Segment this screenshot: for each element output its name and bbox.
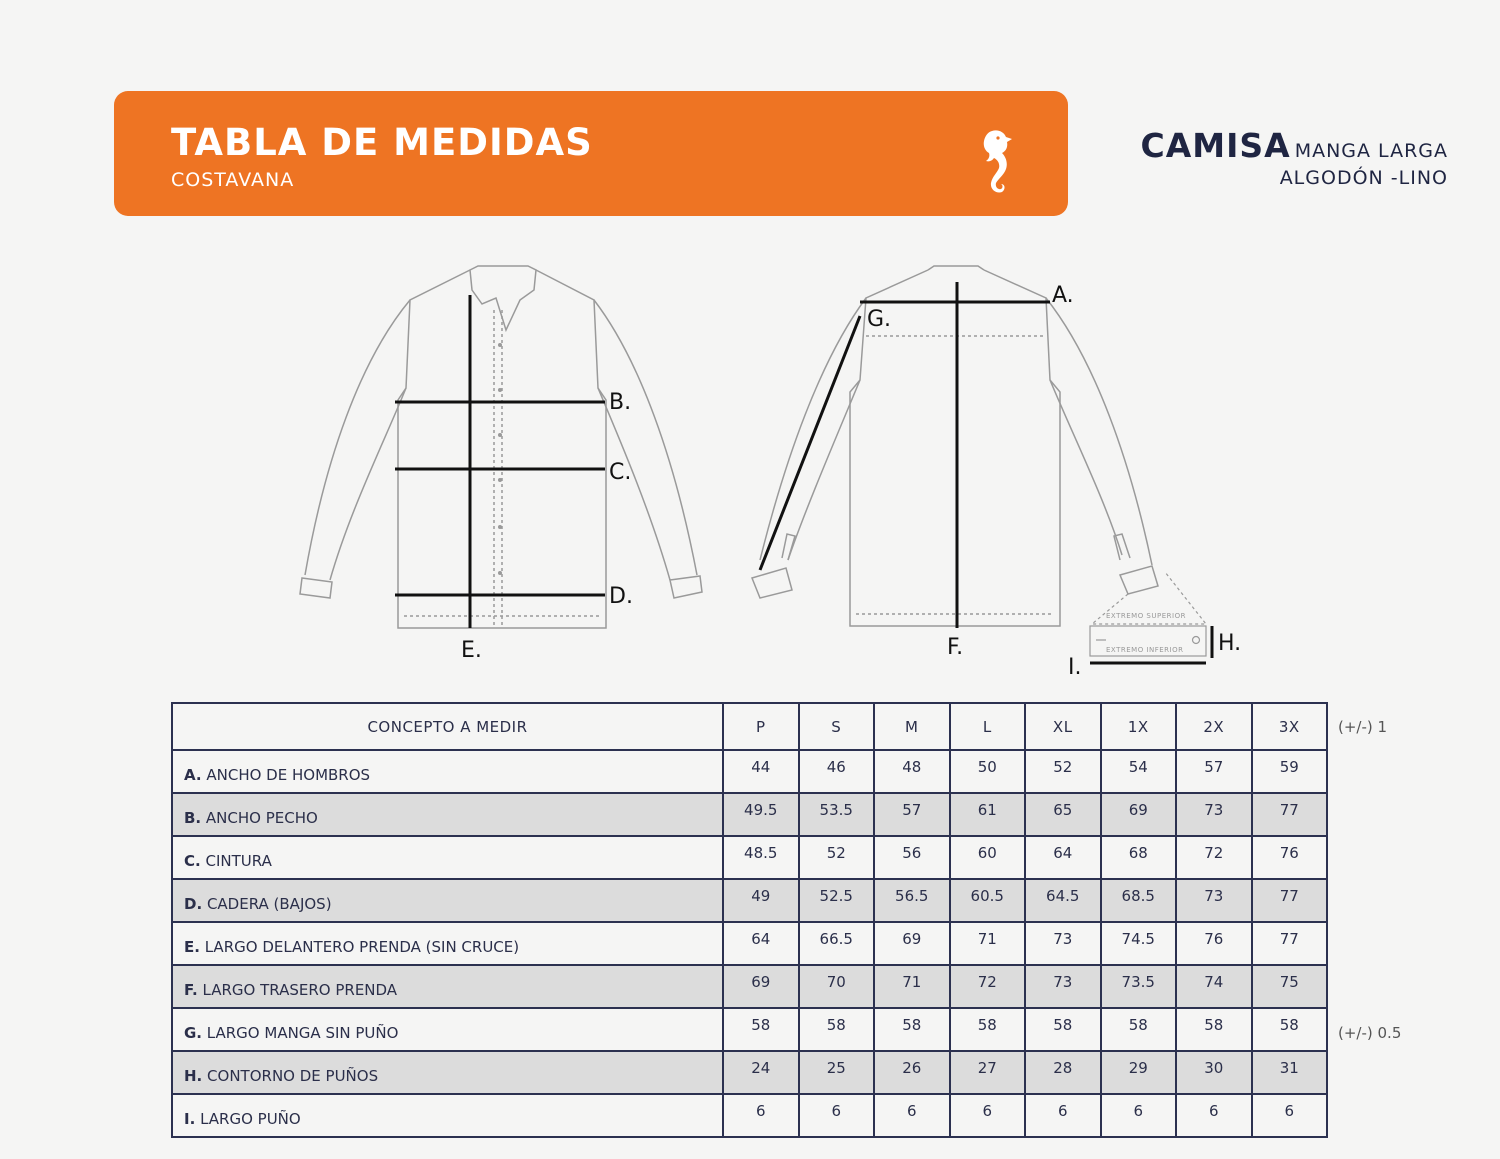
row-letter: F. (184, 980, 198, 999)
value-cell: 44 (723, 750, 799, 793)
value-cell: 73.5 (1101, 965, 1177, 1008)
value-cell: 31 (1252, 1051, 1328, 1094)
concept-cell (172, 793, 723, 836)
product-material: ALGODÓN -LINO (1279, 167, 1448, 189)
row-label: LARGO DELANTERO PRENDA (SIN CRUCE) (204, 937, 520, 956)
value-cell: 77 (1252, 879, 1328, 922)
value-cell: 49.5 (723, 793, 799, 836)
shirt-back-drawing (752, 266, 1158, 626)
value-cell: 58 (799, 1008, 875, 1051)
value-cell: 75 (1252, 965, 1328, 1008)
row-label: LARGO TRASERO PRENDA (202, 980, 398, 999)
label-b: B. (609, 390, 632, 415)
concept-cell (172, 836, 723, 879)
table-row (172, 965, 1327, 1008)
row-letter: B. (184, 808, 202, 827)
value-cell: 66.5 (799, 922, 875, 965)
value-cell: 71 (950, 922, 1026, 965)
value-cell: 76 (1176, 922, 1252, 965)
table-row (172, 1094, 1327, 1137)
value-cell: 56.5 (874, 879, 950, 922)
table-row (172, 793, 1327, 836)
value-cell: 76 (1252, 836, 1328, 879)
row-label: LARGO MANGA SIN PUÑO (206, 1023, 399, 1042)
value-cell: 70 (799, 965, 875, 1008)
size-header: 3X (1252, 703, 1328, 750)
size-header: L (950, 703, 1026, 750)
size-header: 2X (1176, 703, 1252, 750)
value-cell: 77 (1252, 793, 1328, 836)
concept-cell (172, 750, 723, 793)
value-cell: 57 (874, 793, 950, 836)
value-cell: 64.5 (1025, 879, 1101, 922)
value-cell: 49 (723, 879, 799, 922)
value-cell: 48.5 (723, 836, 799, 879)
value-cell: 69 (874, 922, 950, 965)
row-letter: A. (184, 765, 202, 784)
table-row (172, 922, 1327, 965)
value-cell: 58 (950, 1008, 1026, 1051)
row-letter: C. (184, 851, 201, 870)
table-row (172, 879, 1327, 922)
value-cell: 61 (950, 793, 1026, 836)
concept-header: CONCEPTO A MEDIR (172, 703, 723, 750)
label-c: C. (609, 460, 632, 485)
product-type: MANGA LARGA (1294, 140, 1448, 162)
size-header: 1X (1101, 703, 1177, 750)
value-cell: 6 (799, 1094, 875, 1137)
value-cell: 52.5 (799, 879, 875, 922)
value-cell: 65 (1025, 793, 1101, 836)
label-i: I. (1068, 655, 1082, 680)
value-cell: 6 (1101, 1094, 1177, 1137)
value-cell: 46 (799, 750, 875, 793)
table-row (172, 1008, 1327, 1051)
value-cell: 60 (950, 836, 1026, 879)
value-cell: 69 (1101, 793, 1177, 836)
value-cell: 73 (1025, 965, 1101, 1008)
value-cell: 74 (1176, 965, 1252, 1008)
value-cell: 58 (1101, 1008, 1177, 1051)
value-cell: 53.5 (799, 793, 875, 836)
size-header: XL (1025, 703, 1101, 750)
value-cell: 6 (1252, 1094, 1328, 1137)
table-row (172, 836, 1327, 879)
brand-name: COSTAVANA (171, 169, 295, 191)
value-cell: 6 (1025, 1094, 1101, 1137)
value-cell: 58 (874, 1008, 950, 1051)
value-cell: 6 (874, 1094, 950, 1137)
product-name: CAMISA (1140, 126, 1291, 165)
value-cell: 73 (1176, 793, 1252, 836)
label-h: H. (1218, 631, 1242, 656)
value-cell: 56 (874, 836, 950, 879)
label-d: D. (609, 584, 633, 609)
value-cell: 28 (1025, 1051, 1101, 1094)
row-letter: E. (184, 937, 200, 956)
value-cell: 57 (1176, 750, 1252, 793)
value-cell: 58 (1252, 1008, 1328, 1051)
value-cell: 72 (1176, 836, 1252, 879)
value-cell: 73 (1025, 922, 1101, 965)
value-cell: 25 (799, 1051, 875, 1094)
value-cell: 24 (723, 1051, 799, 1094)
label-a: A. (1052, 283, 1074, 308)
label-e: E. (461, 638, 482, 663)
value-cell: 6 (723, 1094, 799, 1137)
cuff-bottom-label: EXTREMO INFERIOR (1106, 646, 1184, 654)
concept-cell (172, 1008, 723, 1051)
concept-cell (172, 922, 723, 965)
value-cell: 58 (1025, 1008, 1101, 1051)
value-cell: 71 (874, 965, 950, 1008)
label-f: F. (947, 635, 964, 660)
row-letter: H. (184, 1066, 203, 1085)
value-cell: 54 (1101, 750, 1177, 793)
value-cell: 58 (723, 1008, 799, 1051)
value-cell: 6 (950, 1094, 1026, 1137)
value-cell: 58 (1176, 1008, 1252, 1051)
row-label: CADERA (BAJOS) (206, 894, 332, 913)
cuff-top-label: EXTREMO SUPERIOR (1106, 612, 1186, 620)
value-cell: 27 (950, 1051, 1026, 1094)
back-measure-lines (760, 282, 1050, 628)
size-table (171, 702, 1328, 1138)
value-cell: 77 (1252, 922, 1328, 965)
value-cell: 64 (1025, 836, 1101, 879)
concept-cell (172, 879, 723, 922)
cuff-measure-lines (1090, 626, 1212, 663)
size-header: S (799, 703, 875, 750)
value-cell: 68.5 (1101, 879, 1177, 922)
tolerance-general: (+/-) 1 (1338, 718, 1388, 736)
label-g: G. (867, 307, 892, 332)
row-label: ANCHO DE HOMBROS (206, 765, 371, 784)
page-title: TABLA DE MEDIDAS (171, 121, 593, 164)
value-cell: 50 (950, 750, 1026, 793)
row-label: LARGO PUÑO (200, 1109, 301, 1128)
concept-cell (172, 1094, 723, 1137)
table-row (172, 1051, 1327, 1094)
row-letter: I. (184, 1109, 196, 1128)
size-header: P (723, 703, 799, 750)
value-cell: 64 (723, 922, 799, 965)
row-label: CINTURA (205, 851, 272, 870)
value-cell: 48 (874, 750, 950, 793)
value-cell: 29 (1101, 1051, 1177, 1094)
value-cell: 73 (1176, 879, 1252, 922)
table-row (172, 750, 1327, 793)
value-cell: 72 (950, 965, 1026, 1008)
value-cell: 30 (1176, 1051, 1252, 1094)
value-cell: 68 (1101, 836, 1177, 879)
value-cell: 6 (1176, 1094, 1252, 1137)
value-cell: 69 (723, 965, 799, 1008)
row-letter: D. (184, 894, 203, 913)
size-table-header (172, 703, 1327, 750)
concept-cell (172, 1051, 723, 1094)
row-letter: G. (184, 1023, 203, 1042)
value-cell: 59 (1252, 750, 1328, 793)
row-label: CONTORNO DE PUÑOS (207, 1066, 379, 1085)
value-cell: 74.5 (1101, 922, 1177, 965)
row-label: ANCHO PECHO (205, 808, 318, 827)
value-cell: 52 (799, 836, 875, 879)
value-cell: 26 (874, 1051, 950, 1094)
tolerance-cuffs: (+/-) 0.5 (1338, 1024, 1402, 1042)
size-header: M (874, 703, 950, 750)
value-cell: 52 (1025, 750, 1101, 793)
concept-cell (172, 965, 723, 1008)
value-cell: 60.5 (950, 879, 1026, 922)
